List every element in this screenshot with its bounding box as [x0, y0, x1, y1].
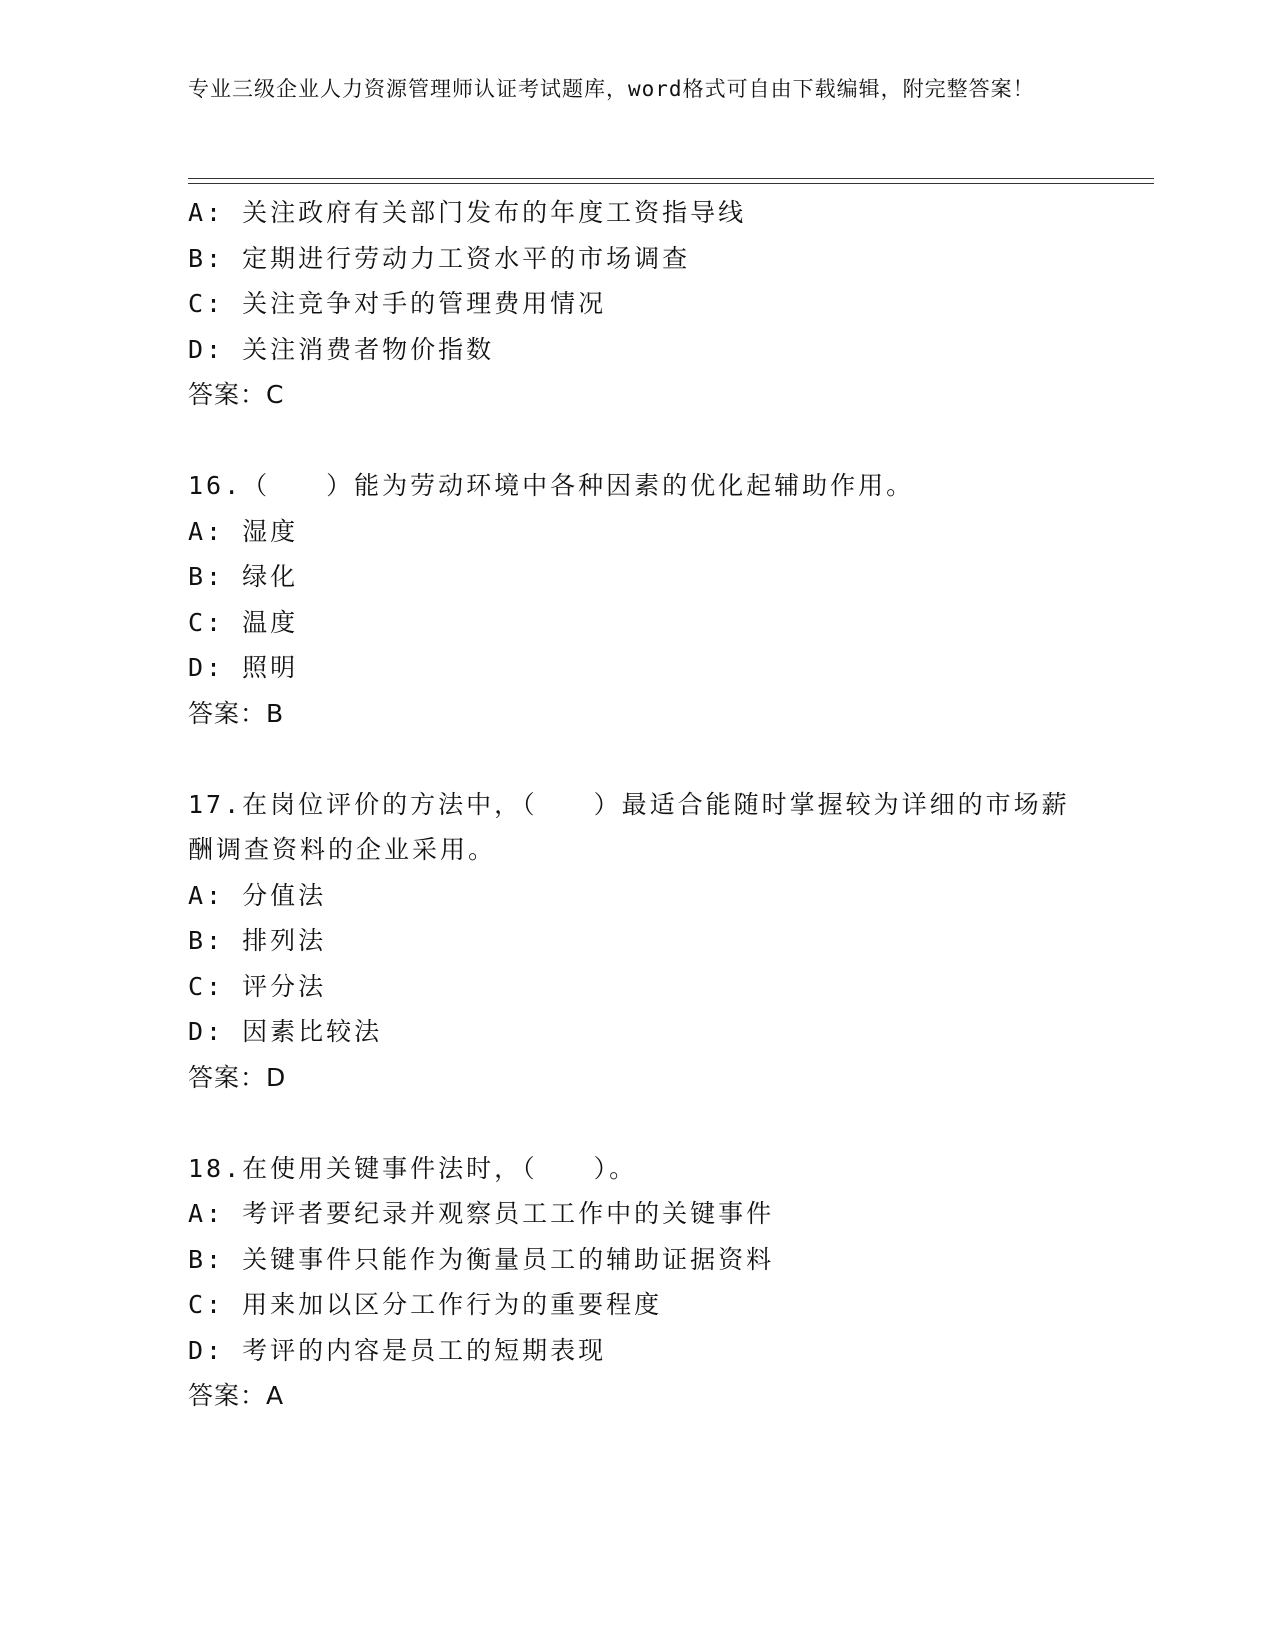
option-d: D: 考评的内容是员工的短期表现	[188, 1335, 607, 1365]
question-15-continued	[188, 190, 1088, 418]
answer: 答案：A	[188, 1381, 285, 1410]
option-d: D: 关注消费者物价指数	[188, 334, 495, 364]
question-stem: 18.在使用关键事件法时，（ ）。	[188, 1153, 638, 1183]
option-d: D: 照明	[188, 653, 299, 682]
option-d: D: 因素比较法	[188, 1017, 383, 1046]
option-b: B: 定期进行劳动力工资水平的市场调查	[188, 243, 691, 273]
option-a: A: 关注政府有关部门发布的年度工资指导线	[188, 198, 747, 227]
option-b: B: 关键事件只能作为衡量员工的辅助证据资料	[188, 1244, 775, 1274]
option-a: A: 湿度	[188, 516, 299, 546]
document-header: 专业三级企业人力资源管理师认证考试题库，word格式可自由下载编辑，附完整答案！	[188, 77, 1035, 101]
option-b: B: 排列法	[188, 926, 327, 955]
answer: 答案：B	[188, 698, 285, 728]
option-b: B: 绿化	[188, 562, 299, 591]
answer: 答案：C	[188, 380, 285, 409]
question-17	[188, 782, 1088, 1101]
option-c: C: 评分法	[188, 971, 327, 1001]
question-16	[188, 463, 1088, 736]
option-c: C: 温度	[188, 607, 299, 637]
option-a: A: 分值法	[188, 880, 327, 910]
question-stem: 16.（ ）能为劳动环境中各种因素的优化起辅助作用。	[188, 471, 915, 500]
question-stem: 17.在岗位评价的方法中，（ ）最适合能随时掌握较为详细的市场薪酬调查资料的企业采用。	[188, 789, 1070, 864]
answer: 答案：D	[188, 1062, 287, 1092]
option-a: A: 考评者要纪录并观察员工工作中的关键事件	[188, 1199, 775, 1228]
question-18	[188, 1146, 1088, 1419]
question-list	[188, 190, 1088, 1419]
option-c: C: 关注竞争对手的管理费用情况	[188, 289, 607, 318]
option-c: C: 用来加以区分工作行为的重要程度	[188, 1290, 663, 1319]
header-divider	[188, 178, 1154, 184]
